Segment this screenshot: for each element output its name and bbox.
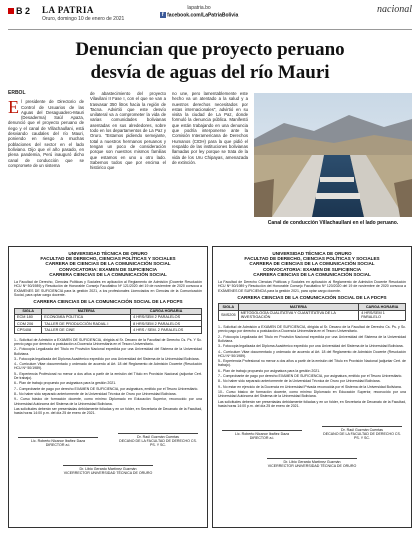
notice-left-header <box>14 251 202 277</box>
requirement-item: 2.- Fotocopia Legalizada del Título en Provisión Nacional expedida por una Universidad del Sistema de la Universidad Boliviana. <box>14 347 202 356</box>
requirement-item: 6.- Plan de trabajo propuesto por asignatura para la gestión 2021. <box>14 381 117 386</box>
headline-line-2: desvía de aguas del río Mauri <box>90 62 330 83</box>
requirement-item: 3.- Fotocopia legalizada del Diploma Académico expedido por una Universidad del Sistema de la Universidad Boliviana. <box>14 356 200 361</box>
notice-left-signatures-2 <box>14 451 202 479</box>
notice-left-org: UNIVERSIDAD TÉCNICA DE ORURO <box>68 251 148 256</box>
table-cell: ECM 180 <box>15 314 42 320</box>
table-header-cell: SIGLA <box>219 304 239 310</box>
article-body <box>8 91 248 239</box>
table-cell: CPS408 <box>15 327 42 333</box>
notice-left-career2: CARRERA CIENCIAS DE LA COMUNICACIÓN SOCIAL <box>49 271 167 277</box>
requirement-item: 8.- No haber sido separado anteriormente de la Universidad Técnica de Oruro por Universidad Boliviana. <box>218 379 381 384</box>
table-cell: 4 HRS / SEM. 2 PARALELOS <box>131 327 202 333</box>
table-cell: TALLER DE CINE <box>42 327 131 333</box>
page-number <box>8 6 30 16</box>
section-name: nacional <box>377 4 412 15</box>
article-column-1-text: l presidente de Directorio de Control de Usuarios de las Aguas del Desaguadero-Mauri (Desaderma) Saúl Apaza, denunció que el proyecto peruano de riego y el canal de Villachaullani, está desviando caudales del río Mauri, poniendo en riesgo a muchas poblaciones del sector en el lado boliviano. Dijo que el año pasado, en plena pandemia, Perú inauguró dicho canal de conducción que se compromete de un sistema <box>8 99 84 168</box>
requirement-item: 4.- Curriculum Vitae documentado y ordenado de acuerdo al Art. 18 del Reglamento de Admisión Docente (Resolución HCU Nº 50/1989). <box>14 362 202 371</box>
requirement-item: 5.- Experiencia Profesional no menor a dos años a partir de la emisión del Título en Provisión Nacional (adjuntar Cert. de trabajo). <box>218 359 406 368</box>
requirement-item: 1.- Solicitud de Admisión a EXAMEN DE SUFICIENCIA, dirigida al Sr. Decano de la Facultad de Derecho Cs. Ps. y Sc. previo pago por derecho a postulación a Docencia Universitaria en el Tesoro Universitario. <box>218 325 406 334</box>
requirement-item: 10.- Curso básico de formación docente, como mínimo Diplomado en Educación Superior, reconocido por una Universidad Autónoma del Sistema de la Universidad Boliviana. <box>218 389 406 399</box>
table-cell: SMS205 <box>219 310 239 321</box>
signature-dean-name: Dr. Raúl Guzmán Cuentas <box>341 427 383 432</box>
requirement-item: 5.- Experiencia Profesional no menor a dos años a partir de la emisión del Título en Provisión Nacional (adjuntar Cert. De trabajo). <box>14 371 202 381</box>
notice-left-requirements <box>14 338 202 406</box>
notice-left-signatures <box>14 419 202 447</box>
canal-photo-image <box>254 93 412 217</box>
signature-vicerrector-name: Dr. Libio Gerardo Martínez Guzmán <box>79 467 137 472</box>
table-header-cell: CARGA HORARIA <box>131 308 202 314</box>
notice-right-convocatoria: CONVOCATORIA: EXAMEN DE SUFICIENCIA <box>262 266 362 272</box>
table-header-cell: MATERIA <box>238 304 359 310</box>
notice-right-body: La Facultad de Derecho Ciencias Políticas y Sociales en aplicación al Reglamento de Admisión Docente Resolución HCU Nº 50/1989 y Resolución del Honorable Consejo Facultativo Nº 120/2020 del 19 de noviembre de 2020 convoca a EXÁMENES DE SUFICIENCIA para la gestión 2021, para optar cargo docente. <box>218 280 406 293</box>
requirement-item: 1.- Solicitud de Admisión a EXAMEN DE SUFICIENCIA, dirigida al Sr. Decano de la Facultad de Derecho Cs. Ps. Y Sc. previo pago por derecho a postulación a Docencia Universitaria en el Tesoro Universitario. <box>14 337 202 346</box>
table-cell: ECONOMÍA POLÍTICA <box>42 314 131 320</box>
notice-left <box>8 246 208 528</box>
notice-left-convocatoria: CONVOCATORIA: EXAMEN DE SUFICIENCIA <box>58 266 158 272</box>
signature-vicerrector-role: VICERRECTOR UNIVERSIDAD TÉCNICA DE ORURO <box>63 471 153 476</box>
table-cell: COM 206 <box>15 321 42 327</box>
signature-director <box>222 430 302 440</box>
notice-left-faculty: FACULTAD DE DERECHO, CIENCIAS POLÍTICAS Y SOCIALES <box>40 256 176 262</box>
notice-right-faculty: FACULTAD DE DERECHO, CIENCIAS POLÍTICAS Y SOCIALES <box>244 256 380 262</box>
signature-vicerrector-name: Dr. Libio Gerardo Martínez Guzmán <box>283 459 341 464</box>
headline-line-1: Denuncian que proyecto peruano <box>75 39 345 60</box>
notice-left-closing: Las solicitudes deberán ser presentadas debidamente foliadas y en un folder, en Secretaría de Decanato de la Facultad, hasta horas 14:00 p.m. del día 25 de enero de 2021. <box>14 406 202 416</box>
signature-dean <box>118 433 198 448</box>
dateline: Oruro, domingo 10 de enero de 2021 <box>42 16 125 22</box>
notice-right-table <box>218 303 406 321</box>
byline: ERBOL <box>8 90 26 96</box>
table-cell: TALLER DE PRODUCCIÓN RADIAL I <box>42 321 131 327</box>
red-square-icon <box>8 8 14 14</box>
facebook-line <box>154 12 244 18</box>
table-cell: 4 HRS/SEM 1 PARALELO <box>359 310 406 321</box>
notice-right-requirements <box>218 325 406 398</box>
signature-dean-name: Dr. Raúl Guzmán Cuentas <box>137 434 179 439</box>
notice-right <box>212 246 412 528</box>
signature-dean-role: DECANO DE LA FACULTAD DE DERECHO CS. PS. Y SC. <box>323 431 401 440</box>
table-cell: METODOLOGÍA CUALITATIVA Y CUANTITATIVA DE LA INVESTIGACIÓN <box>238 310 359 321</box>
drop-cap: E <box>8 97 19 118</box>
table-row <box>15 327 202 333</box>
signature-director-role: DIRECTOR a.i. <box>249 435 275 440</box>
notice-right-table-title: CARRERA CIENCIAS DE LA COMUNICACIÓN SOCIAL DE LA FDCPS <box>237 294 387 300</box>
facebook-url: facebook.com/LaPatriaBolivia <box>167 12 239 19</box>
facebook-icon: f <box>160 12 166 18</box>
table-cell: 4 HRS/SEM 2 PARALELOS <box>131 314 202 320</box>
requirement-item: 4.- Curriculum Vitae documentado y ordenado de acuerdo al Art. 18 del Reglamento de Admisión Docente (Resolución HCU Nº 50/1989). <box>218 349 406 358</box>
requirement-item: 7.- Comprobante de pago por derecho EXAMEN DE SUFICIENCIA, por asignatura, emitido por el Tesoro Universitario. <box>218 374 403 379</box>
signature-director-name: Lic. Roberto Nicanor Ibañez Daza <box>235 431 289 436</box>
requirement-item: 8.- No haber sido separado anteriormente de la Universidad Técnica de Oruro por Universidad Boliviana. <box>14 391 177 396</box>
article-column-2: de abastecimiento del proyecto Vilavilani II Fase I, con el que se van a trasvasar 350 litros hacia la región de Tacna. Advirtió que este desvío unilateral va a comprometer la vida de varias comunidades bolivianas asentadas en sus alrededores, sobre todo en los departamentos de La Paz y Oruro. "Estamos pidiendo semejante, total a nuestros hermanos peruanos y tengan un poco de consideración porque son nuestros mismos familias que estamos en uno u otro lado. Sabemos todos que por encima el histórico que <box>90 91 166 171</box>
notice-left-table-title: CARRERA CIENCIAS DE LA COMUNICACIÓN SOCIAL DE LA FDCPS <box>33 299 183 305</box>
signature-dean-role: DECANO DE LA FACULTAD DE DERECHO CS. PS. Y SC. <box>119 439 197 448</box>
notice-left-body: La Facultad de Derecho, Ciencias Políticas y Sociales en aplicación al Reglamento de Admisión (Docente Resolución HCU Nº 50/1989) y Resolución de Honorable Consejo Facultativo Nº 121/2020 del 19 de noviembre de 2020 convoca a EXÁMENES DE SUFICIENCIA para la gestión 2021, a los profesionales Licenciados en Ciencias de la Comunicación Social, para optar cargo docente. <box>14 280 202 297</box>
signature-vicerrector <box>63 465 153 475</box>
article-column-3: no une, pero lamentablemente este hecho va un atentado a la salud y a nuestros derechos necesitados por estas internacionales", advirtió en su visita la ciudad de La Paz, donde formuló la denuncia pública. Manifestó que están trabajando en una denuncia que podría interponerse ante la Comisión Interamericana de Derechos Humanos (CIDH) para la que pidió el respaldo de las instituciones bolivianas llamadas por ley porque se trata de la vida de los Uru Chipayas, amenazada de extinción. <box>172 91 248 165</box>
signature-director <box>18 437 98 447</box>
signature-director-name: Lic. Roberto Nicanor Ibañez Daza <box>31 439 85 444</box>
table-row <box>219 310 406 321</box>
notice-left-table <box>14 308 202 334</box>
canal-photo <box>254 93 412 217</box>
notice-right-org: UNIVERSIDAD TÉCNICA DE ORURO <box>272 251 352 256</box>
social-handle: lapatria.bo <box>187 5 211 11</box>
requirement-item: 2.- Fotocopia Legalizada del Título en Provisión Nacional expedida por una Universidad del Sistema de la Universidad Boliviana. <box>218 334 406 343</box>
notice-right-closing: Las solicitudes deberán ser presentadas debidamente foliadas y en un folder, en Secretaría de Decanato de la Facultad, hasta horas 14:00 p.m. del día 25 de enero de 2021. <box>218 399 406 408</box>
signature-vicerrector-role: VICERRECTOR UNIVERSIDAD TÉCNICA DE ORURO <box>267 463 357 468</box>
signature-dean <box>322 426 402 441</box>
table-header-cell: CARGA HORARIA <box>359 304 406 310</box>
notice-right-signatures <box>218 412 406 440</box>
requirement-item: 9.- No estar en ejercicio de la Docencia en Universidad Privada reconocida por el Sistema de la Universidad Boliviana. <box>218 384 402 389</box>
newspaper-brand: LA PATRIA <box>42 5 94 15</box>
notice-left-career: CARRERA DE CIENCIAS DE LA COMUNICACIÓN SOCIAL <box>45 261 171 267</box>
requirement-item: 3.- Fotocopia legalizada del Diploma Académico expedido por una Universidad del Sistema de la Universidad Boliviana. <box>218 344 404 349</box>
page-header <box>8 4 412 30</box>
headline <box>8 38 412 84</box>
signature-director-role: DIRECTOR a.i. <box>45 443 71 448</box>
article-column-1 <box>8 91 84 168</box>
notice-right-career: CARRERA DE CIENCIAS DE LA COMUNICACIÓN SOCIAL <box>249 261 375 267</box>
table-header-cell: MATERIA <box>42 308 131 314</box>
signature-vicerrector <box>267 458 357 468</box>
notice-right-header <box>218 251 406 277</box>
requirement-item: 7.- Comprobante de pago por derecho EXAMEN DE SUFICIENCIA, por asignatura, emitido por el Tesoro Universitario. <box>14 386 199 391</box>
notice-right-signatures-2 <box>218 444 406 472</box>
photo-caption: Canal de conducción Villachaullani en el lado peruano. <box>267 220 399 226</box>
requirement-item: 6.- Plan de trabajo propuesto por asignatura para la gestión 2021. <box>218 368 321 373</box>
notice-right-career2: CARRERA CIENCIAS DE LA COMUNICACIÓN SOCIAL <box>253 271 371 277</box>
requirement-item: 9.- Curso básico de formación docente, como mínimo Diplomado en Educación Superior, reconocido por una Universidad Autónoma del Sistema de la Universidad Boliviana. <box>14 397 202 406</box>
table-cell: 8 HRS/SEM 2 PARALELOS <box>131 321 202 327</box>
table-header-cell: SIGLA <box>15 308 42 314</box>
page-number-text: B 2 <box>16 6 31 16</box>
